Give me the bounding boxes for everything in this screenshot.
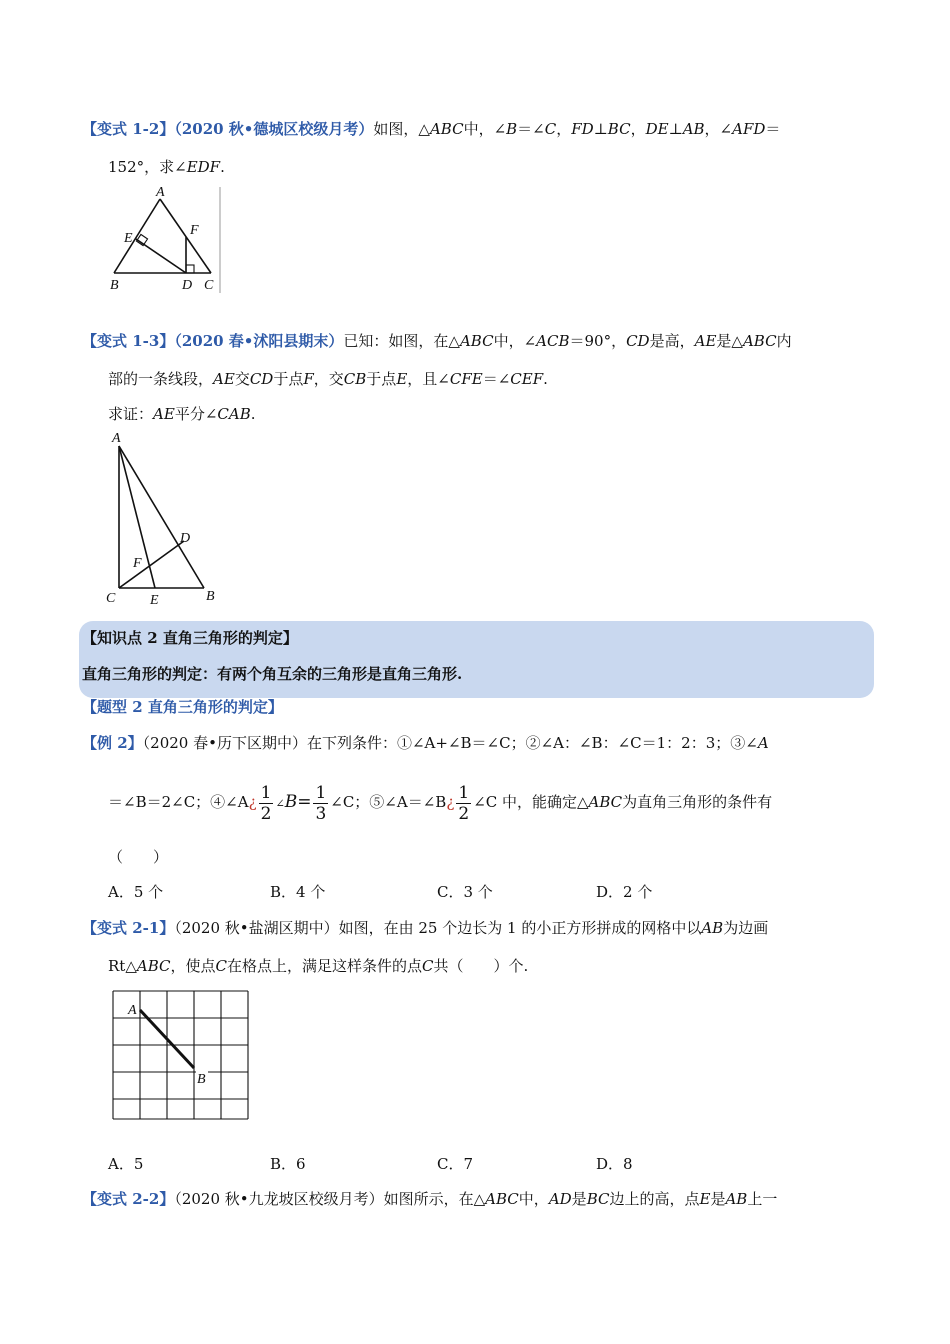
fraction-third: $\frac{1}{3}$ (315, 782, 327, 824)
label-F: F (190, 223, 199, 238)
problem-source: （2020 秋•九龙坡区校级月考） (174, 1190, 384, 1208)
fraction-half: $\frac{1}{2}$ (260, 782, 272, 824)
label-F: F (133, 556, 142, 571)
problem-1-3-line2: 部的一条线段，AE交CD于点F，交CB于点E，且∠CFE＝∠CEF. (108, 370, 548, 388)
problem-source: （2020 秋•德城区校级月考） (174, 120, 374, 138)
problem-2-1-line2: Rt△ABC，使点C在格点上，满足这样条件的点C共（ ）个. (108, 957, 529, 975)
problem-2-2-line1: 【变式 2-2】（2020 秋•九龙坡区校级月考）如图所示，在△ABC中，AD是BC边上的高，点E是AB上一 (82, 1190, 778, 1208)
knowledge-point-title: 【知识点 2 直角三角形的判定】 (82, 629, 298, 647)
option-b[interactable]: B．4 个 (270, 883, 326, 901)
problem-1-2-line2: 152°，求∠EDF. (108, 158, 225, 176)
option-d[interactable]: D．2 个 (596, 883, 653, 901)
problem-1-3-prove: 求证：AE平分∠CAB. (108, 405, 256, 423)
label-C: C (204, 278, 214, 293)
option-a[interactable]: A．5 个 (108, 883, 164, 901)
problem-source: （2020 春•沭阳县期末） (174, 332, 344, 350)
problem-2-1-line1: 【变式 2-1】（2020 秋•盐湖区期中）如图，在由 25 个边长为 1 的小正方形拼成的网格中以AB为边画 (82, 919, 769, 937)
problem-tag: 【变式 2-2】 (82, 1190, 175, 1208)
knowledge-point-body: 直角三角形的判定：有两个角互余的三角形是直角三角形. (82, 665, 463, 683)
problem-source: （2020 春•历下区期中） (142, 734, 307, 752)
label-E: E (150, 593, 159, 606)
problem-tag: 【变式 1-2】 (82, 120, 175, 138)
problem-source: （2020 秋•盐湖区期中） (174, 919, 339, 937)
option-b[interactable]: B．6 (270, 1155, 306, 1173)
option-d[interactable]: D．8 (596, 1155, 633, 1173)
option-a[interactable]: A．5 (108, 1155, 144, 1173)
fraction-half-2: $\frac{1}{2}$ (458, 782, 470, 824)
label-B: B (206, 589, 215, 604)
answer-paren: （ ） (108, 848, 169, 866)
label-B: B (197, 1072, 206, 1087)
triangle-figure-1-3 (100, 428, 230, 606)
problem-1-2-line1: 【变式 1-2】（2020 秋•德城区校级月考）如图，△ABC中，∠B＝∠C，FD⊥BC，DE⊥AB，∠AFD＝ (82, 120, 781, 138)
label-A: A (156, 185, 165, 200)
problem-tag: 【例 2】 (82, 734, 143, 752)
grid-figure-2-1 (110, 988, 252, 1124)
example-2-line2: ＝∠B＝2∠C；④∠A¿ $\frac{1}{2}$ ∠B= $\frac{1}{3}$ ∠C；⑤∠A＝∠B¿ $\frac{1}{2}$ ∠C 中，能确定△ABC为直角三角形的条件有 (108, 782, 773, 824)
problem-tag: 【变式 1-3】 (82, 332, 175, 350)
label-C: C (106, 591, 116, 606)
label-A: A (128, 1003, 137, 1018)
problem-tag: 【变式 2-1】 (82, 919, 175, 937)
example-2-line1: 【例 2】（2020 春•历下区期中）在下列条件：①∠A+∠B＝∠C；②∠A：∠B：∠C＝1：2：3；③∠A (82, 734, 769, 752)
label-E: E (124, 231, 133, 246)
problem-1-3-line1: 【变式 1-3】（2020 春•沭阳县期末）已知：如图，在△ABC中，∠ACB＝90°，CD是高，AE是△ABC内 (82, 332, 792, 350)
option-c[interactable]: C．3 个 (437, 883, 493, 901)
label-A: A (112, 431, 121, 446)
label-D: D (180, 531, 191, 546)
triangle-figure-1-2 (104, 185, 228, 295)
option-c[interactable]: C．7 (437, 1155, 474, 1173)
label-D: D (182, 278, 193, 293)
label-B: B (110, 278, 119, 293)
question-type-title: 【题型 2 直角三角形的判定】 (82, 698, 283, 716)
